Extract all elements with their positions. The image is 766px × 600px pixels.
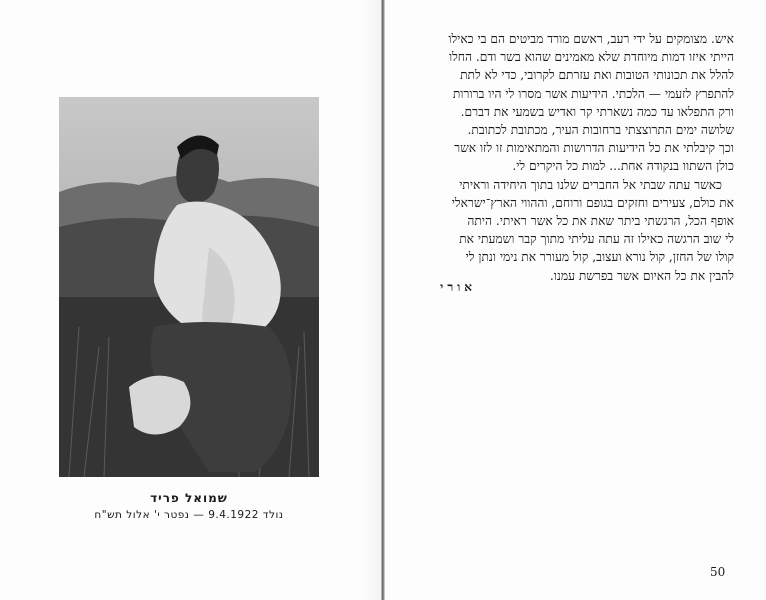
text-line: שלושה ימים התרוצצתי ברחובות העיר, מכתובת לכתובת. (467, 123, 734, 138)
photo-caption-name: שמואל פריד (150, 491, 228, 505)
text-line: הייתי איזו דמות מיוחדת שלא מאמינים שהוא בשר ודם. החלו (448, 50, 734, 65)
text-line: קולו של החזן, קול נורא ועצוב, קול מעורר את נימי ונתן לי (465, 250, 734, 265)
portrait-photo (59, 97, 319, 477)
text-line: את כולם, צעירים וחזקים בגופם ורוחם, וההווי הארץ־ישראלי (451, 195, 734, 210)
author-signature: אורי (440, 280, 476, 294)
book-gutter (381, 0, 385, 600)
text-line: ורק התפלאו עד כמה נשארתי קר ואדיש בשמעי את דברם. (460, 104, 734, 119)
text-line: כאשר עתה שבתי אל החברים שלנו בתוך היחידה וראיתי (459, 177, 722, 192)
memoir-text (408, 30, 734, 285)
text-line: להתפרץ לזעמי — הלכתי. הידיעות אשר מסרו לי היו ברורות (452, 86, 734, 101)
photo-caption-dates: נולד 9.4.1922 — נפטר י' אלול תש"ח (94, 509, 284, 521)
page-number: 50 (710, 565, 726, 579)
text-line: כולן השתוו בנקודה אחת... למות כל היקרים לי. (512, 159, 734, 174)
gutter-shadow (360, 0, 381, 600)
text-line: לי שוב הרגשה כאילו זה עתה עליתי מתוך קבר ושמעתי את (459, 232, 734, 247)
text-line: אופף הכל, הרגשתי ביתר שאת את כל אשר ראיתי. היתה (467, 214, 734, 229)
text-line: להלל את תכונותי הטובות ואת עזרתם לקרובי, כדי לא לתת (460, 68, 734, 83)
text-line: וכך קיבלתי את כל הידיעות הדרושות והמתאימות זו לזו אשר (454, 141, 734, 156)
text-line: איש. מצומקים על ידי רעב, ראשם מורד מביטים הם בי כאילו (448, 32, 734, 46)
text-line: להבין את כל האיום אשר בפרשת עמנו. (549, 268, 734, 283)
